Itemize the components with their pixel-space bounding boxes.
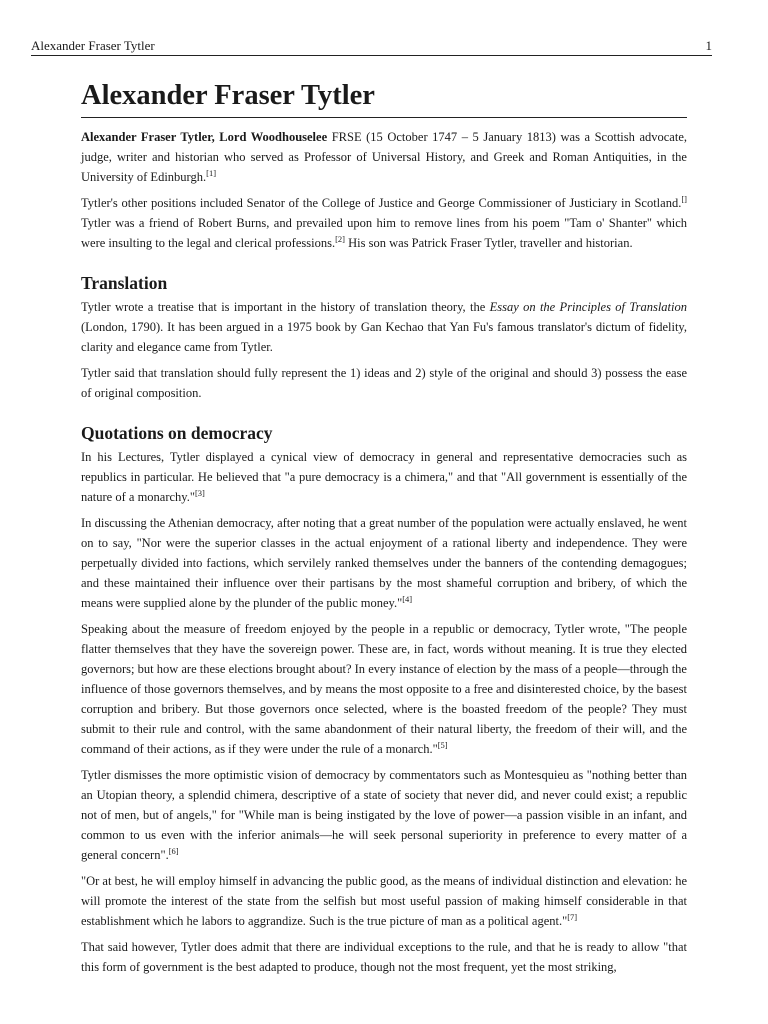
lead-paragraph — [81, 127, 687, 187]
section-heading-democracy: Quotations on democracy — [81, 423, 273, 443]
positions-text-c: His son was Patrick Fraser Tytler, traveller and historian. — [345, 236, 633, 250]
page-number: 1 — [705, 38, 712, 53]
democracy-paragraph-1 — [81, 447, 687, 507]
translation-text-a: Tytler wrote a treatise that is important in the history of translation theory, the — [81, 300, 490, 314]
running-header-title: Alexander Fraser Tytler — [31, 38, 155, 53]
democracy-text-4: Tytler dismisses the more optimistic vision of democracy by commentators such as Montesquieu as "nothing better than an Utopian theory, a splendid chimera, descriptive of a state of society that never did, and never could exist; a republic not of men, but of angels," for "While man is being instigated by the love of power—a passion visible in an infant, and common to us even with the inferior animals—he will seek personal superiority in preference to every matter of a general concern". — [81, 768, 687, 862]
lead-bold-name: Alexander Fraser Tytler, Lord Woodhouselee — [81, 130, 328, 144]
translation-paragraph-2: Tytler said that translation should fully represent the 1) ideas and 2) style of the original and should 3) possess the ease of original composition. — [81, 366, 687, 400]
citation-ref[interactable]: [6] — [168, 846, 179, 856]
citation-ref[interactable]: [7] — [567, 912, 578, 922]
democracy-text-1: In his Lectures, Tytler displayed a cynical view of democracy in general and representative democracies such as republics in particular. He believed that "a pure democracy is a chimera," and that "All government is essentially of the nature of a monarchy." — [81, 450, 687, 504]
democracy-paragraph-6: That said however, Tytler does admit that there are individual exceptions to the rule, and that he is ready to allow "that this form of government is the best adapted to produce, though not the most frequent, yet the most striking, — [81, 940, 687, 974]
positions-paragraph — [81, 193, 687, 253]
citation-ref[interactable]: [] — [681, 194, 687, 204]
translation-paragraph-1 — [81, 297, 687, 357]
citation-ref[interactable]: [4] — [402, 594, 413, 604]
citation-ref[interactable]: [1] — [206, 168, 217, 178]
democracy-paragraph-4 — [81, 765, 687, 865]
section-heading-translation: Translation — [81, 273, 168, 293]
democracy-text-5: "Or at best, he will employ himself in advancing the public good, as the means of individual distinction and elevation: he will promote the interest of the state from the selfish but most useful passion of making himself considerable in that establishment which he labors to aggrandize. Such is the true picture of man as a political agent." — [81, 874, 687, 928]
positions-text-b: Tytler was a friend of Robert Burns, and prevailed upon him to remove lines from his poem "Tam o' Shanter" which were insulting to the legal and clerical professions. — [81, 216, 687, 250]
article-title: Alexander Fraser Tytler — [81, 79, 687, 118]
democracy-paragraph-2 — [81, 513, 687, 613]
citation-ref[interactable]: [3] — [194, 488, 205, 498]
citation-ref[interactable]: [5] — [437, 740, 448, 750]
essay-title: Essay on the Principles of Translation — [489, 300, 687, 314]
citation-ref[interactable]: [2] — [335, 234, 346, 244]
lead-text: FRSE (15 October 1747 – 5 January 1813) was a Scottish advocate, judge, writer and historian who served as Professor of Universal History, and Greek and Roman Antiquities, in the University of Edinburgh. — [81, 130, 687, 184]
positions-text-a: Tytler's other positions included Senator of the College of Justice and George Commissioner of Justiciary in Scotland. — [81, 196, 682, 210]
democracy-paragraph-3 — [81, 619, 687, 759]
democracy-paragraph-5 — [81, 871, 687, 931]
democracy-text-2: In discussing the Athenian democracy, after noting that a great number of the population were actually enslaved, he went on to say, "Nor were the superior classes in the actual enjoyment of a rational liberty and independence. They were perpetually divided into factions, which servilely ranked themselves under the banners of the contending demagogues; and these maintained their influence over their partisans by the most shameful corruption and bribery, of which the means were supplied alone by the plunder of the public money." — [81, 516, 687, 610]
article-body — [81, 79, 687, 977]
democracy-text-3: Speaking about the measure of freedom enjoyed by the people in a republic or democracy, Tytler wrote, "The people flatter themselves that they have the sovereign power. These are, in fact, words without meaning. It is true they elected governors; but how are these elections brought about? In every instance of election by the mass of a people—through the influence of those governors themselves, and by means the most opposite to a free and disinterested choice, by the basest corruption and bribery. But those governors once selected, where is the boasted freedom of the people? They must submit to their rule and control, with the same abandonment of their natural liberty, the freedom of their will, and the command of their actions, as if they were under the rule of a monarch." — [81, 622, 687, 756]
running-header — [31, 38, 712, 56]
translation-text-b: (London, 1790). It has been argued in a 1975 book by Gan Kechao that Yan Fu's famous translator's dictum of fidelity, clarity and elegance came from Tytler. — [81, 320, 687, 354]
